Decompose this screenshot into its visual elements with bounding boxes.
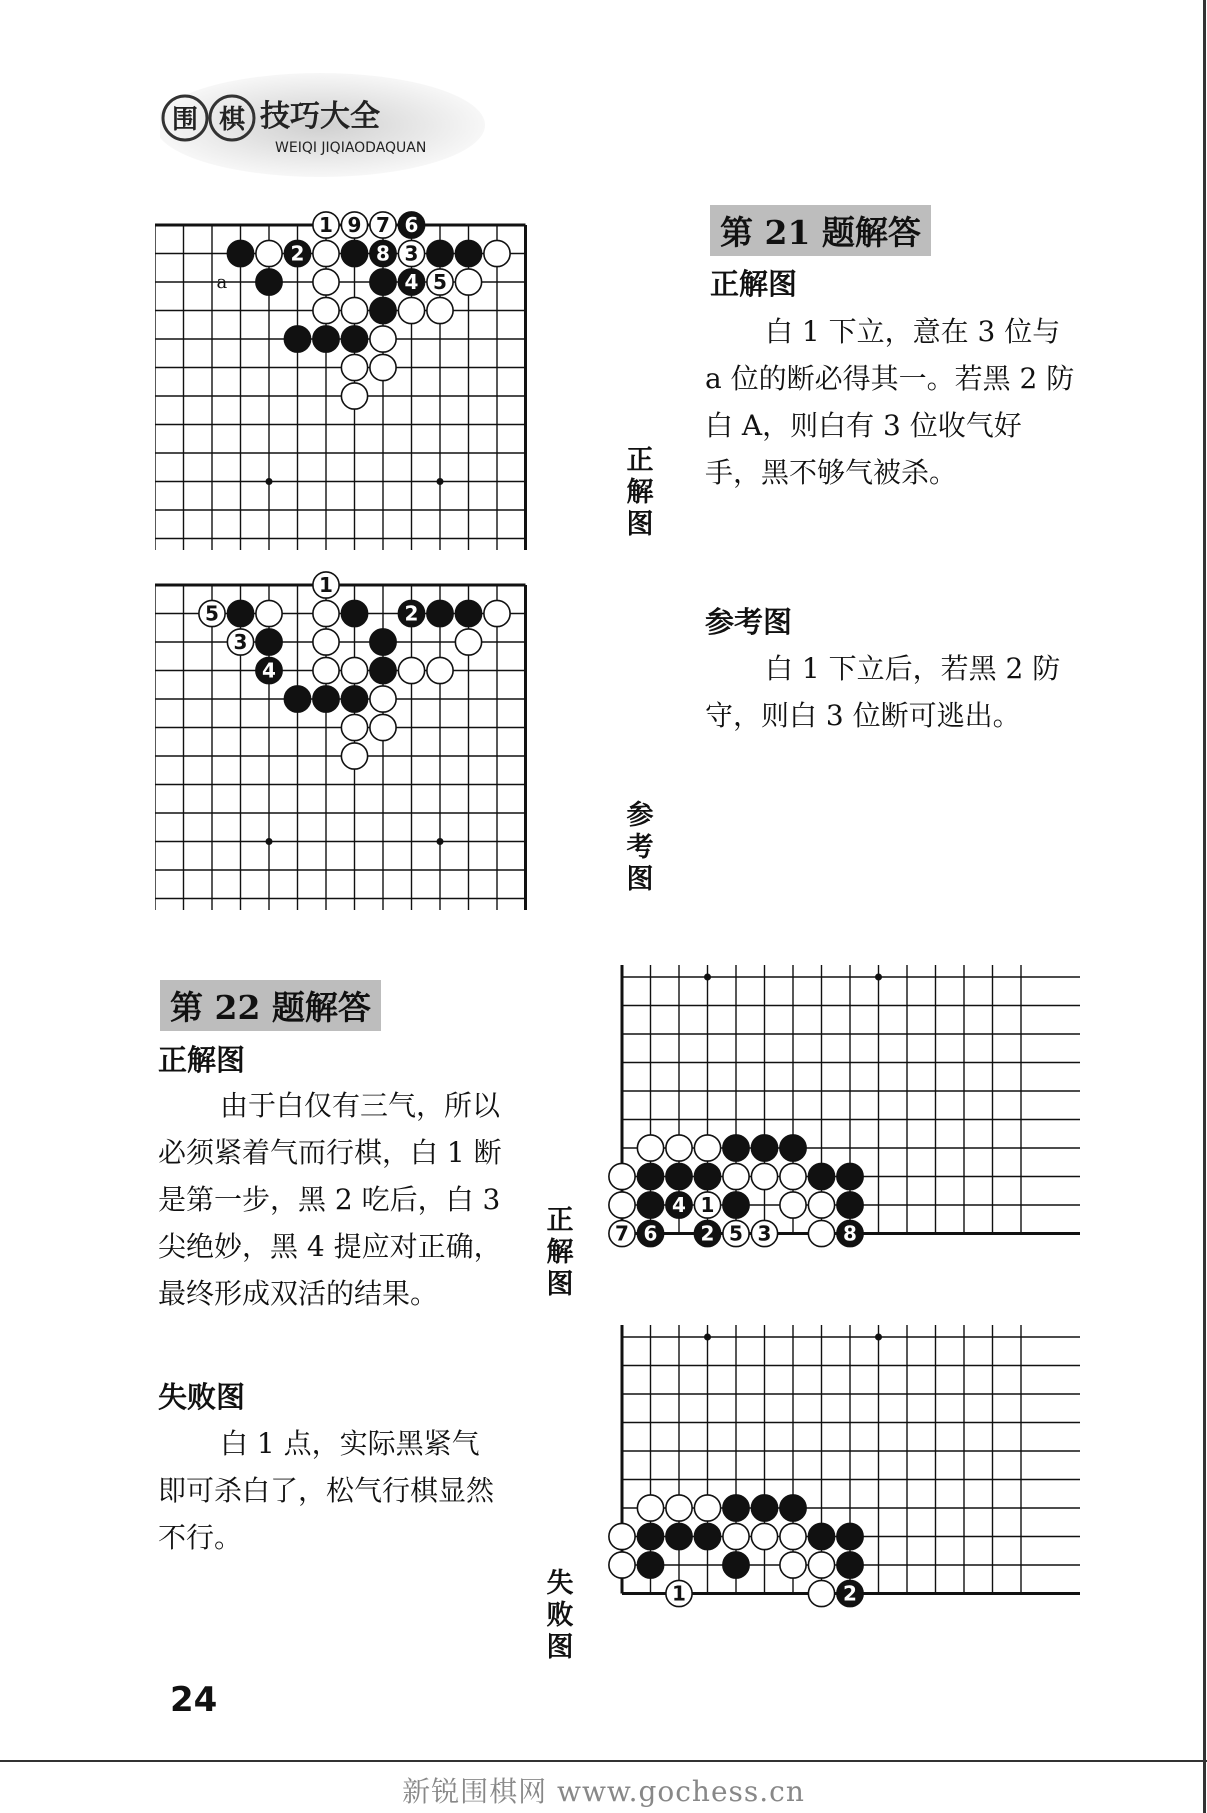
white-stone bbox=[751, 1163, 777, 1189]
stone-number: 2 bbox=[843, 1581, 857, 1606]
white-stone bbox=[723, 1523, 749, 1549]
white-stone bbox=[455, 269, 481, 295]
go-board-q21-reference bbox=[155, 570, 610, 910]
stone-number: 2 bbox=[404, 601, 419, 626]
label-text: 参 考 图 bbox=[626, 800, 654, 895]
star-point bbox=[437, 478, 444, 485]
stone-number: 4 bbox=[672, 1193, 686, 1217]
black-stone bbox=[341, 686, 367, 712]
stone-number: 1 bbox=[700, 1193, 715, 1217]
white-stone bbox=[313, 657, 339, 683]
point-mark: a bbox=[216, 272, 228, 293]
white-stone bbox=[484, 600, 510, 626]
white-stone bbox=[666, 1495, 692, 1521]
white-stone bbox=[808, 1220, 834, 1246]
white-stone bbox=[398, 657, 424, 683]
black-stone bbox=[313, 686, 339, 712]
go-board-q22-fail bbox=[600, 1325, 1080, 1665]
black-stone bbox=[637, 1552, 663, 1578]
black-stone bbox=[837, 1192, 863, 1218]
stone-number: 8 bbox=[843, 1221, 857, 1246]
scan-edge-right bbox=[1203, 0, 1206, 1813]
star-point bbox=[875, 1334, 882, 1341]
black-stone bbox=[370, 297, 396, 323]
stone-number: 3 bbox=[757, 1221, 772, 1246]
q22-title: 第 22 题解答 bbox=[160, 980, 381, 1031]
go-board-q22-correct bbox=[600, 965, 1080, 1305]
white-stone bbox=[427, 657, 453, 683]
black-stone bbox=[256, 269, 282, 295]
white-stone bbox=[370, 714, 396, 740]
stone-number: 2 bbox=[290, 241, 305, 266]
black-stone bbox=[313, 326, 339, 352]
white-stone bbox=[370, 326, 396, 352]
q21-reference-text: 白 1 下立后，若黑 2 防守，则白 3 位断可逃出。 bbox=[705, 652, 1061, 732]
white-stone bbox=[398, 297, 424, 323]
black-stone bbox=[455, 240, 481, 266]
white-stone bbox=[313, 269, 339, 295]
black-stone bbox=[837, 1552, 863, 1578]
black-stone bbox=[694, 1523, 720, 1549]
black-stone bbox=[455, 600, 481, 626]
stone-number: 4 bbox=[262, 658, 276, 683]
star-point bbox=[266, 478, 273, 485]
q21-correct-text: 白 1 下立，意在 3 位与 a 位的断必得其一。若黑 2 防白 A，则白有 3 位收气好手，黑不够气被杀。 bbox=[705, 315, 1075, 489]
black-stone bbox=[723, 1192, 749, 1218]
star-point bbox=[266, 838, 273, 845]
white-stone bbox=[484, 240, 510, 266]
q22-correct-text: 由于白仅有三气，所以必须紧着气而行棋，白 1 断是第一步，黑 2 吃后，白 3 尖绝妙，黑 4 提应对正确，最终形成双活的结果。 bbox=[158, 1089, 502, 1310]
diagram-label-q22-correct bbox=[545, 1205, 575, 1301]
white-stone bbox=[751, 1523, 777, 1549]
white-stone bbox=[637, 1135, 663, 1161]
page-number: 24 bbox=[170, 1680, 218, 1720]
white-stone bbox=[609, 1552, 635, 1578]
stone-number: 7 bbox=[376, 213, 390, 237]
white-stone bbox=[694, 1135, 720, 1161]
black-stone bbox=[808, 1163, 834, 1189]
stone-number: 5 bbox=[729, 1221, 743, 1246]
go-board-q21-correct bbox=[155, 210, 610, 550]
q22-fail-text: 白 1 点，实际黑紧气即可杀白了，松气行棋显然不行。 bbox=[158, 1427, 495, 1554]
black-stone bbox=[227, 600, 253, 626]
black-stone bbox=[723, 1495, 749, 1521]
white-stone bbox=[808, 1552, 834, 1578]
star-point bbox=[704, 974, 711, 981]
logo-char-2: 棋 bbox=[218, 105, 246, 135]
stone-number: 2 bbox=[700, 1221, 715, 1246]
white-stone bbox=[609, 1523, 635, 1549]
black-stone bbox=[837, 1523, 863, 1549]
black-stone bbox=[370, 657, 396, 683]
white-stone bbox=[808, 1192, 834, 1218]
q21-reference-heading: 参考图 bbox=[705, 605, 793, 639]
header-subtitle: WEIQI JIQIAODAQUAN bbox=[275, 140, 427, 156]
stone-number: 1 bbox=[319, 573, 333, 597]
black-stone bbox=[666, 1163, 692, 1189]
black-stone bbox=[808, 1523, 834, 1549]
label-text: 正 解 图 bbox=[626, 445, 654, 540]
white-stone bbox=[341, 714, 367, 740]
white-stone bbox=[780, 1192, 806, 1218]
black-stone bbox=[637, 1163, 663, 1189]
footer-watermark: 新锐围棋网 www.gochess.cn bbox=[402, 1775, 805, 1808]
stone-number: 6 bbox=[643, 1221, 658, 1246]
black-stone bbox=[666, 1523, 692, 1549]
stone-number: 3 bbox=[233, 630, 248, 654]
black-stone bbox=[637, 1192, 663, 1218]
black-stone bbox=[341, 326, 367, 352]
label-text: 正 解 图 bbox=[546, 1205, 574, 1300]
black-stone bbox=[694, 1163, 720, 1189]
white-stone bbox=[609, 1192, 635, 1218]
white-stone bbox=[313, 600, 339, 626]
black-stone bbox=[284, 326, 310, 352]
white-stone bbox=[256, 240, 282, 266]
header-title: 技巧大全 bbox=[260, 99, 380, 134]
stone-number: 7 bbox=[615, 1221, 629, 1246]
white-stone bbox=[780, 1552, 806, 1578]
stone-number: 9 bbox=[347, 213, 362, 237]
q21-correct-heading: 正解图 bbox=[710, 267, 798, 301]
black-stone bbox=[780, 1135, 806, 1161]
white-stone bbox=[808, 1580, 834, 1606]
logo-char-1: 围 bbox=[171, 105, 199, 135]
white-stone bbox=[341, 743, 367, 769]
white-stone bbox=[341, 383, 367, 409]
black-stone bbox=[256, 629, 282, 655]
white-stone bbox=[370, 354, 396, 380]
white-stone bbox=[341, 657, 367, 683]
diagram-label-q21-correct bbox=[625, 445, 655, 541]
black-stone bbox=[751, 1495, 777, 1521]
stone-number: 5 bbox=[433, 270, 447, 294]
black-stone bbox=[370, 269, 396, 295]
black-stone bbox=[370, 629, 396, 655]
q22-correct-heading: 正解图 bbox=[158, 1043, 246, 1077]
black-stone bbox=[780, 1495, 806, 1521]
scan-edge-bottom bbox=[0, 1760, 1207, 1762]
black-stone bbox=[341, 600, 367, 626]
black-stone bbox=[227, 240, 253, 266]
black-stone bbox=[723, 1552, 749, 1578]
white-stone bbox=[256, 600, 282, 626]
star-point bbox=[875, 974, 882, 981]
header-logo bbox=[160, 70, 490, 180]
black-stone bbox=[427, 600, 453, 626]
white-stone bbox=[666, 1135, 692, 1161]
white-stone bbox=[694, 1495, 720, 1521]
star-point bbox=[437, 838, 444, 845]
stone-number: 6 bbox=[404, 213, 419, 237]
white-stone bbox=[637, 1495, 663, 1521]
black-stone bbox=[637, 1523, 663, 1549]
white-stone bbox=[313, 629, 339, 655]
black-stone bbox=[723, 1135, 749, 1161]
diagram-label-q22-fail bbox=[545, 1568, 575, 1664]
q22-fail-heading: 失败图 bbox=[158, 1380, 246, 1414]
stone-number: 8 bbox=[376, 241, 390, 266]
black-stone bbox=[751, 1135, 777, 1161]
black-stone bbox=[427, 240, 453, 266]
white-stone bbox=[313, 240, 339, 266]
black-stone bbox=[837, 1163, 863, 1189]
diagram-label-q21-reference bbox=[625, 800, 655, 896]
stone-number: 5 bbox=[205, 601, 219, 626]
white-stone bbox=[455, 629, 481, 655]
white-stone bbox=[341, 354, 367, 380]
white-stone bbox=[370, 686, 396, 712]
stone-number: 3 bbox=[404, 241, 419, 266]
white-stone bbox=[609, 1163, 635, 1189]
white-stone bbox=[723, 1163, 749, 1189]
stone-number: 4 bbox=[404, 270, 419, 294]
white-stone bbox=[341, 297, 367, 323]
white-stone bbox=[427, 297, 453, 323]
q21-title: 第 21 题解答 bbox=[710, 205, 931, 256]
black-stone bbox=[341, 240, 367, 266]
stone-number: 1 bbox=[672, 1581, 686, 1606]
star-point bbox=[704, 1334, 711, 1341]
stone-number: 1 bbox=[319, 213, 333, 237]
white-stone bbox=[780, 1523, 806, 1549]
label-text: 失 败 图 bbox=[546, 1568, 574, 1663]
white-stone bbox=[780, 1163, 806, 1189]
white-stone bbox=[313, 297, 339, 323]
black-stone bbox=[284, 686, 310, 712]
